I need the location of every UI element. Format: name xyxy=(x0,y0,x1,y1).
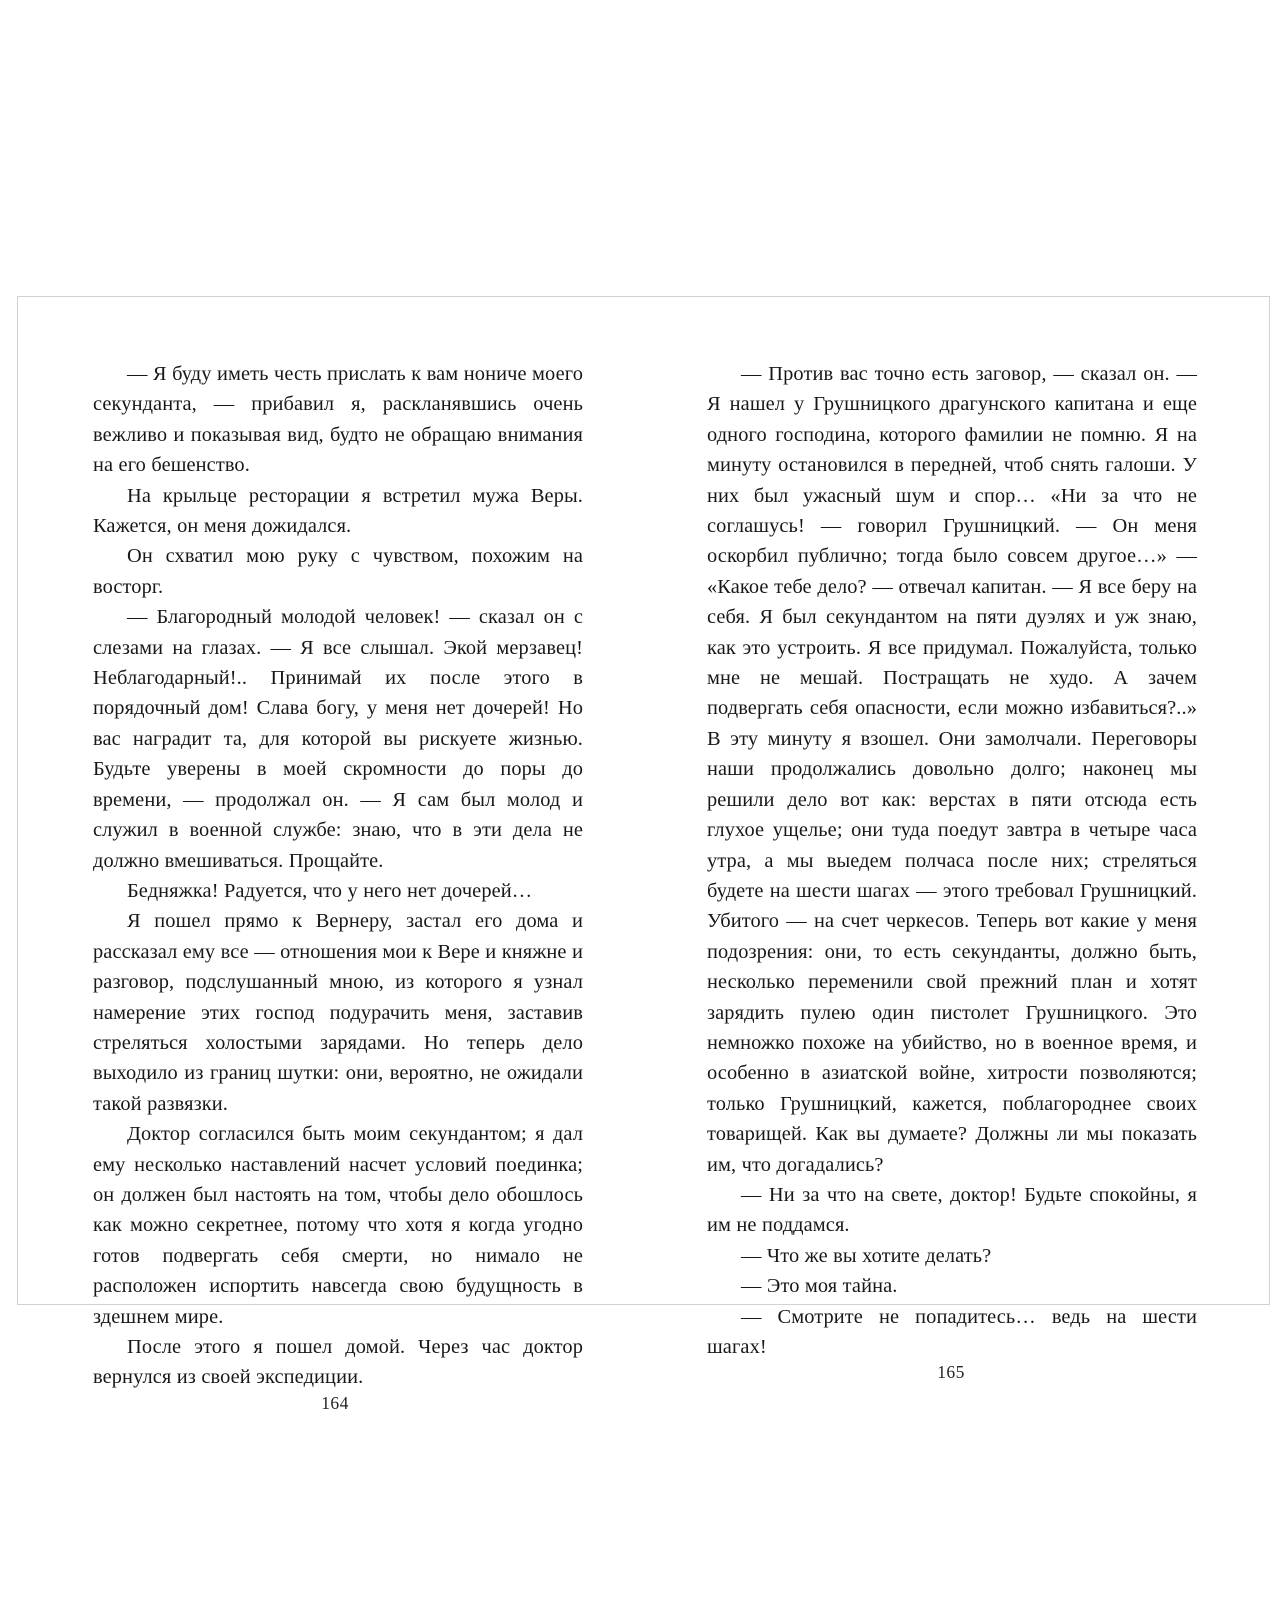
right-book-page xyxy=(645,297,1269,1383)
paragraph: На крыльце ресторации я встретил мужа Веры. Кажется, он меня дожидался. xyxy=(93,484,583,538)
paragraph: — Что же вы хотите делать? xyxy=(741,1244,992,1267)
paragraph: — Смотрите не попадитесь… ведь на шести шагах! xyxy=(707,1305,1197,1358)
page-number-right: 165 xyxy=(937,1362,965,1383)
paragraph: — Ни за что на свете, доктор! Будьте спокойны, я им не поддамся. xyxy=(707,1183,1197,1237)
spread-frame xyxy=(17,296,1270,1413)
left-page-text-block xyxy=(93,359,583,1393)
paragraph: Бедняжка! Радуется, что у него нет дочерей… xyxy=(127,879,533,902)
paragraph: — Это моя тайна. xyxy=(741,1275,898,1298)
paragraph: Он схватил мою руку с чувством, похожим на восторг. xyxy=(93,545,583,598)
paragraph: Доктор согласился быть моим секундантом; я дал ему несколько наставлений насчет условий поединка; он должен был настоять на том, чтобы дело обошлось как можно секретнее, потому что хотя я когда угодно готов подвергать себя смерти, но нимало не расположен испортить навсегда свою будущность в здешнем мире. xyxy=(93,1123,583,1328)
paragraph: — Благородный молодой человек! — сказал он с слезами на глазах. — Я все слышал. Экой мерзавец! Неблагодарный!.. Принимай их после этого в порядочный дом! Слава богу, у меня нет дочерей! Но вас наградит та, для которой вы рискуете жизнью. Будьте уверены в моей скромности до поры до времени, — продолжал он. — Я сам был молод и служил в военной службе: знаю, что в эти дела не должно вмешиваться. Прощайте. xyxy=(93,606,583,872)
paragraph: — Против вас точно есть заговор, — сказал он. — Я нашел у Грушницкого драгунского капитана и еще одного господина, которого фамилии не помню. Я на минуту остановился в передней, чтоб снять галоши. У них был ужасный шум и спор… «Ни за что не соглашусь! — говорил Грушницкий. — Он меня оскорбил публично; тогда было совсем другое…» — «Какое тебе дело? — отвечал капитан. — Я все беру на себя. Я был секундантом на пяти дуэлях и уж знаю, как это устроить. Я все придумал. Пожалуйста, только мне не мешай. Постращать не худо. А зачем подвергать себя опасности, если можно избавиться?..» В эту минуту я взошел. Они замолчали. Переговоры наши продолжались довольно долго; наконец мы решили дело вот как: верстах в пяти отсюда есть глухое ущелье; они туда поедут завтра в четыре часа утра, а мы выедем полчаса после них; стреляться будете на шести шагах — этого требовал Грушницкий. Убитого — на счет черкесов. Теперь вот какие у меня подозрения: они, то есть секунданты, должно быть, несколько переменили свой прежний план и хотят зарядить пулею один пистолет Грушницкого. Это немножко похоже на убийство, но в военное время, и особенно в азиатской войне, хитрости позволяются; только Грушницкий, кажется, поблагороднее своих товарищей. Как вы думаете? Должны ли мы показать им, что догадались? xyxy=(707,363,1197,1176)
paragraph: — Я буду иметь честь прислать к вам нониче моего секунданта, — прибавил я, раскланявшись очень вежливо и показывая вид, будто не обращаю внимания на его бешенство. xyxy=(93,363,583,477)
right-page-text-block xyxy=(707,359,1197,1362)
left-book-page xyxy=(18,297,645,1413)
paragraph: После этого я пошел домой. Через час доктор вернулся из своей экспедиции. xyxy=(93,1336,583,1389)
spread-inner xyxy=(18,297,1269,1413)
paragraph: Я пошел прямо к Вернеру, застал его дома и рассказал ему все — отношения мои к Вере и княжне и разговор, подслушанный мною, из которого я узнал намерение этих господ подурачить меня, заставив стреляться холостыми зарядами. Но теперь дело выходило из границ шутки: они, вероятно, не ожидали такой развязки. xyxy=(93,910,583,1115)
page-number-left: 164 xyxy=(321,1392,349,1413)
